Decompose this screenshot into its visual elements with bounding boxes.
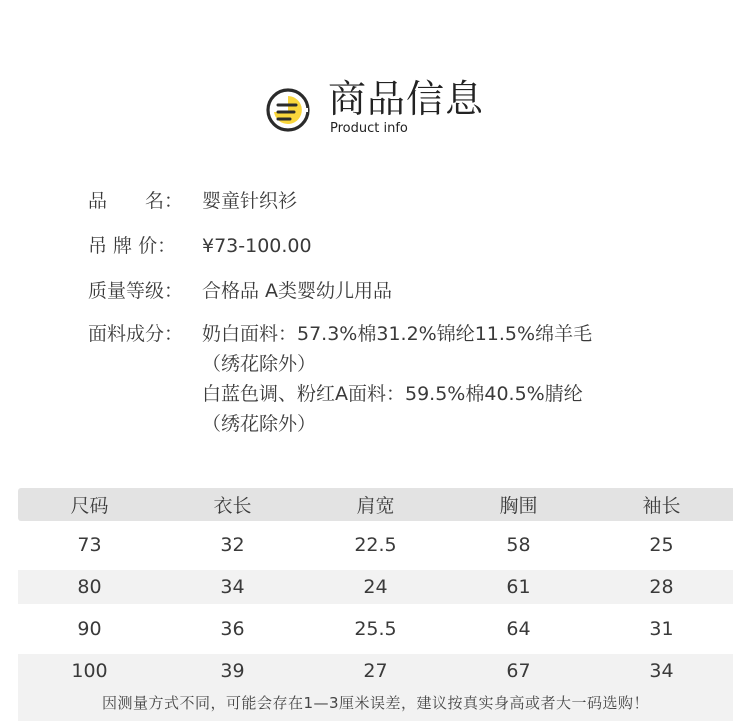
table-cell: 24 [363,576,388,598]
info-value-line: 婴童针织衫 [202,190,298,212]
info-value-line: （绣花除外） [202,353,317,375]
info-value-line: 白蓝色调、粉红A面料：59.5%棉40.5%腈纶 [202,383,583,405]
table-cell: 100 [71,660,108,682]
info-value [202,231,742,261]
info-label: 质量等级： [88,280,184,302]
column-header: 胸围 [499,495,538,517]
info-value [202,186,742,216]
info-value-line: ¥73-100.00 [202,235,312,257]
page-title: 商品信息 [328,77,485,121]
table-cell: 28 [649,576,674,598]
table-cell: 64 [506,618,531,640]
table-row [18,528,733,562]
info-value-line: （绣花除外） [202,413,317,435]
table-row [18,612,733,646]
table-cell: 34 [649,660,674,682]
table-cell: 73 [77,534,102,556]
table-cell: 61 [506,576,531,598]
info-label: 品 名： [88,190,184,212]
info-label: 吊 牌 价： [88,235,177,257]
table-cell: 58 [506,534,531,556]
table-cell: 27 [363,660,388,682]
document-lines-icon [264,86,312,134]
table-cell: 39 [220,660,245,682]
table-cell: 67 [506,660,531,682]
info-label: 面料成分： [88,323,184,345]
table-cell: 80 [77,576,102,598]
section-header [264,76,524,136]
table-cell: 36 [220,618,245,640]
info-value-line: 合格品 A类婴幼儿用品 [202,280,393,302]
column-header: 衣长 [213,495,252,517]
info-value [202,276,742,306]
info-value-line: 奶白面料：57.3%棉31.2%锦纶11.5%绵羊毛 [202,323,593,345]
measurement-note: 因测量方式不同，可能会存在1—3厘米误差，建议按真实身高或者大一码选购！ [101,694,650,712]
column-header: 尺码 [70,495,109,517]
table-cell: 22.5 [354,534,397,556]
info-value [202,319,742,439]
column-header: 肩宽 [356,495,395,517]
column-header: 袖长 [642,495,681,517]
table-cell: 32 [220,534,245,556]
table-cell: 34 [220,576,245,598]
table-cell: 90 [77,618,102,640]
table-row [18,570,733,604]
table-header-row [18,488,733,521]
table-cell: 25 [649,534,674,556]
table-cell: 25.5 [354,618,397,640]
table-cell: 31 [649,618,674,640]
page-subtitle: Product info [330,121,408,136]
